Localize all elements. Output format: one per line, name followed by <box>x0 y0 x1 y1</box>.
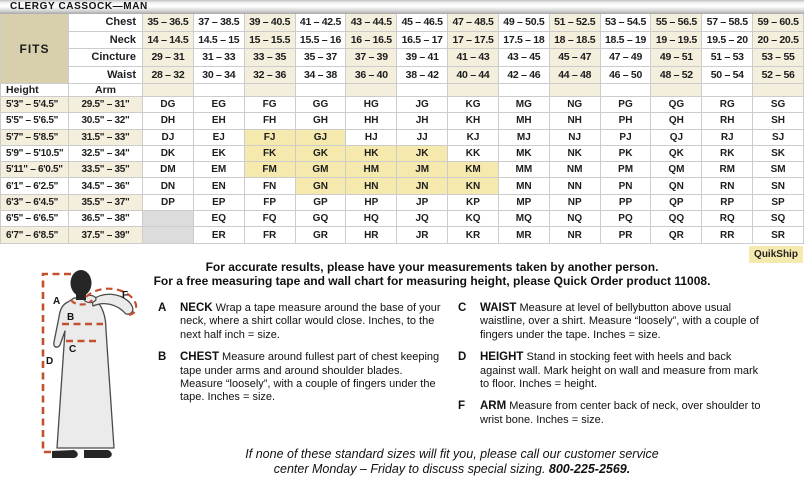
measure-value-cell: 35 – 36.5 <box>143 14 194 32</box>
size-code-cell: NK <box>550 146 601 162</box>
special-sizing-note <box>100 447 804 477</box>
size-code-cell: PP <box>601 195 652 211</box>
size-code-cell: HR <box>346 227 397 243</box>
arm-range-cell: 36.5" – 38" <box>69 211 143 227</box>
height-range-cell: 5'7" – 5'8.5" <box>1 130 69 146</box>
size-code-cell: PG <box>601 97 652 113</box>
size-code-cell: SQ <box>753 211 804 227</box>
measure-value-cell: 17.5 – 18 <box>499 32 550 50</box>
size-code-cell: JK <box>397 146 448 162</box>
measure-value-cell: 47 – 49 <box>601 49 652 67</box>
measure-value-cell: 39 – 40.5 <box>245 14 296 32</box>
measure-value-cell: 30 – 34 <box>194 67 245 85</box>
size-code-cell: HM <box>346 162 397 178</box>
size-code-cell: MG <box>499 97 550 113</box>
measure-value-cell: 37 – 38.5 <box>194 14 245 32</box>
size-code-cell: NM <box>550 162 601 178</box>
measure-value-cell: 14.5 – 15 <box>194 32 245 50</box>
spacer-cell <box>499 84 550 97</box>
size-code-cell <box>143 211 194 227</box>
size-code-cell: PN <box>601 178 652 194</box>
size-code-cell: JP <box>397 195 448 211</box>
instruction-text-chest: Measure around fullest part of chest keeping tape under arms and around shoulder blades. Measure “loosely”, with a couple of fingers under the tape. Inches = size. <box>180 351 440 404</box>
size-code-cell: KG <box>448 97 499 113</box>
size-code-cell: DJ <box>143 130 194 146</box>
instruction-term-arm: ARM <box>480 400 507 413</box>
instruction-chest <box>158 351 446 405</box>
size-code-cell: SM <box>753 162 804 178</box>
measure-value-cell: 41 – 43 <box>448 49 499 67</box>
measure-value-cell: 31 – 33 <box>194 49 245 67</box>
figure-label-a: A <box>53 296 61 307</box>
size-code-cell: SG <box>753 97 804 113</box>
spacer-cell <box>601 84 652 97</box>
instruction-text-waist: Measure at level of bellybutton above usual waistline, over a shirt. Measure “loosely”, with a couple of fingers under the tape. Inches = size. <box>480 302 759 341</box>
measure-value-cell: 50 – 54 <box>702 67 753 85</box>
measure-value-cell: 51 – 53 <box>702 49 753 67</box>
arm-range-cell: 35.5" – 37" <box>69 195 143 211</box>
measure-value-cell: 41 – 42.5 <box>296 14 347 32</box>
size-code-cell: RK <box>702 146 753 162</box>
chart-title: CLERGY CASSOCK—MAN <box>0 0 804 14</box>
size-code-cell: FQ <box>245 211 296 227</box>
size-code-cell: GG <box>296 97 347 113</box>
size-code-cell: MQ <box>499 211 550 227</box>
size-code-cell: MH <box>499 113 550 129</box>
size-code-cell: QK <box>651 146 702 162</box>
instruction-height <box>458 351 764 391</box>
measure-row-label: Chest <box>69 14 143 32</box>
measure-value-cell: 49 – 51 <box>651 49 702 67</box>
size-code-cell: FM <box>245 162 296 178</box>
size-code-cell: PQ <box>601 211 652 227</box>
figure-label-b: B <box>67 312 75 323</box>
instruction-text-arm: Measure from center back of neck, over shoulder to wrist bone. Inches = size. <box>480 400 761 426</box>
measure-value-cell: 46 – 50 <box>601 67 652 85</box>
size-code-cell: RR <box>702 227 753 243</box>
footer-line-2: center Monday – Friday to discuss special sizing. 800-225-2569. <box>273 462 631 476</box>
measure-value-cell: 47 – 48.5 <box>448 14 499 32</box>
measure-value-cell: 44 – 48 <box>550 67 601 85</box>
measure-value-cell: 32 – 36 <box>245 67 296 85</box>
spacer-cell <box>550 84 601 97</box>
note-line-2: For a free measuring tape and wall chart for measuring height, please Quick Order product 11008. <box>153 274 711 288</box>
measure-value-cell: 42 – 46 <box>499 67 550 85</box>
size-code-cell: QG <box>651 97 702 113</box>
size-code-cell: MK <box>499 146 550 162</box>
measure-value-cell: 53 – 55 <box>753 49 804 67</box>
size-code-cell: NH <box>550 113 601 129</box>
arm-range-cell: 32.5" – 34" <box>69 146 143 162</box>
size-code-cell: FR <box>245 227 296 243</box>
size-code-cell: JM <box>397 162 448 178</box>
size-code-cell: HH <box>346 113 397 129</box>
measure-value-cell: 43 – 45 <box>499 49 550 67</box>
spacer-cell <box>397 84 448 97</box>
height-range-cell: 5'11" – 6'0.5" <box>1 162 69 178</box>
fits-cell: FITS <box>1 14 69 84</box>
measure-value-cell: 19.5 – 20 <box>702 32 753 50</box>
measure-value-cell: 33 – 35 <box>245 49 296 67</box>
size-code-cell: HG <box>346 97 397 113</box>
measure-value-cell: 20 – 20.5 <box>753 32 804 50</box>
size-code-cell: HJ <box>346 130 397 146</box>
size-code-cell: FH <box>245 113 296 129</box>
measure-value-cell: 40 – 44 <box>448 67 499 85</box>
size-code-cell: RH <box>702 113 753 129</box>
measure-value-cell: 35 – 37 <box>296 49 347 67</box>
instruction-key-c: C <box>458 302 467 314</box>
size-code-cell: QN <box>651 178 702 194</box>
cassock-robe <box>54 298 114 448</box>
arm-range-cell: 34.5" – 36" <box>69 178 143 194</box>
measure-value-cell: 36 – 40 <box>346 67 397 85</box>
size-code-cell: RM <box>702 162 753 178</box>
size-code-cell: RP <box>702 195 753 211</box>
size-code-cell: JH <box>397 113 448 129</box>
note-line-1: For accurate results, please have your measurements taken by another person. <box>205 260 659 274</box>
size-code-cell: SN <box>753 178 804 194</box>
size-code-cell: FG <box>245 97 296 113</box>
arm-column-header: Arm <box>69 84 143 97</box>
instruction-key-f: F <box>458 400 466 413</box>
figure-label-d: D <box>46 356 54 367</box>
height-range-cell: 5'3" – 5'4.5" <box>1 97 69 113</box>
size-code-cell: FK <box>245 146 296 162</box>
size-code-cell: DP <box>143 195 194 211</box>
measure-value-cell: 57 – 58.5 <box>702 14 753 32</box>
size-code-cell: MR <box>499 227 550 243</box>
phone-number: 800-225-2569. <box>548 462 631 476</box>
size-code-cell: NJ <box>550 130 601 146</box>
size-code-cell: PR <box>601 227 652 243</box>
spacer-cell <box>245 84 296 97</box>
instruction-key-b: B <box>158 351 167 364</box>
size-code-cell: DG <box>143 97 194 113</box>
size-code-cell: SJ <box>753 130 804 146</box>
measure-value-cell: 52 – 56 <box>753 67 804 85</box>
spacer-cell <box>143 84 194 97</box>
instruction-key-d: D <box>458 351 467 364</box>
spacer-cell <box>651 84 702 97</box>
measure-value-cell: 45 – 47 <box>550 49 601 67</box>
size-code-cell: KP <box>448 195 499 211</box>
measure-value-cell: 38 – 42 <box>397 67 448 85</box>
size-code-cell: DM <box>143 162 194 178</box>
size-code-cell: GP <box>296 195 347 211</box>
size-code-cell: RG <box>702 97 753 113</box>
instructions-column-left <box>158 302 446 414</box>
height-range-cell: 6'7" – 6'8.5" <box>1 227 69 243</box>
size-code-cell: GN <box>296 178 347 194</box>
size-code-cell: PK <box>601 146 652 162</box>
size-code-cell: KM <box>448 162 499 178</box>
spacer-cell <box>194 84 245 97</box>
figure-label-f: F <box>122 290 129 301</box>
height-range-cell: 6'1" – 6'2.5" <box>1 178 69 194</box>
height-range-cell: 6'5" – 6'6.5" <box>1 211 69 227</box>
size-code-cell: EH <box>194 113 245 129</box>
size-code-cell: SR <box>753 227 804 243</box>
size-code-cell: GR <box>296 227 347 243</box>
size-code-cell: NQ <box>550 211 601 227</box>
measure-value-cell: 14 – 14.5 <box>143 32 194 50</box>
spacer-cell <box>448 84 499 97</box>
height-range-cell: 6'3" – 6'4.5" <box>1 195 69 211</box>
size-code-cell: JG <box>397 97 448 113</box>
height-range-cell: 5'5" – 5'6.5" <box>1 113 69 129</box>
size-grid <box>0 14 804 244</box>
measure-value-cell: 53 – 54.5 <box>601 14 652 32</box>
measure-value-cell: 28 – 32 <box>143 67 194 85</box>
measure-value-cell: 29 – 31 <box>143 49 194 67</box>
instructions-column-right <box>458 302 764 436</box>
size-code-cell <box>143 227 194 243</box>
size-code-cell: PM <box>601 162 652 178</box>
instruction-key-a: A <box>158 302 167 314</box>
size-code-cell: MP <box>499 195 550 211</box>
measure-value-cell: 17 – 17.5 <box>448 32 499 50</box>
measure-value-cell: 59 – 60.5 <box>753 14 804 32</box>
measure-value-cell: 43 – 44.5 <box>346 14 397 32</box>
size-code-cell: EP <box>194 195 245 211</box>
height-range-cell: 5'9" – 5'10.5" <box>1 146 69 162</box>
size-code-cell: KQ <box>448 211 499 227</box>
size-code-cell: FN <box>245 178 296 194</box>
instruction-term-waist: WAIST <box>480 302 517 314</box>
size-code-cell: GM <box>296 162 347 178</box>
figure-label-c: C <box>69 344 77 355</box>
size-code-cell: QJ <box>651 130 702 146</box>
measurement-notes <box>70 260 794 288</box>
size-code-cell: NR <box>550 227 601 243</box>
arm-range-cell: 30.5" – 32" <box>69 113 143 129</box>
arm-range-cell: 33.5" – 35" <box>69 162 143 178</box>
size-code-cell: GJ <box>296 130 347 146</box>
arm-range-cell: 29.5" – 31" <box>69 97 143 113</box>
size-code-cell: HP <box>346 195 397 211</box>
arm-range-cell: 37.5" – 39" <box>69 227 143 243</box>
measure-value-cell: 49 – 50.5 <box>499 14 550 32</box>
instruction-arm <box>458 400 764 427</box>
measure-row-label: Waist <box>69 67 143 85</box>
arm-range-cell: 31.5" – 33" <box>69 130 143 146</box>
size-code-cell: EM <box>194 162 245 178</box>
size-code-cell: DN <box>143 178 194 194</box>
size-code-cell: MM <box>499 162 550 178</box>
instruction-term-chest: CHEST <box>180 351 219 364</box>
quikship-badge: QuikShip <box>749 246 803 263</box>
size-code-cell: QP <box>651 195 702 211</box>
size-code-cell: NP <box>550 195 601 211</box>
size-code-cell: KJ <box>448 130 499 146</box>
size-code-cell: SK <box>753 146 804 162</box>
left-shoe <box>52 450 78 458</box>
measure-value-cell: 18 – 18.5 <box>550 32 601 50</box>
size-code-cell: HK <box>346 146 397 162</box>
size-code-cell: PH <box>601 113 652 129</box>
size-code-cell: RN <box>702 178 753 194</box>
size-code-cell: KR <box>448 227 499 243</box>
measure-value-cell: 37 – 39 <box>346 49 397 67</box>
size-code-cell: QH <box>651 113 702 129</box>
size-code-cell: ER <box>194 227 245 243</box>
spacer-cell <box>296 84 347 97</box>
size-code-cell: GQ <box>296 211 347 227</box>
size-code-cell: EQ <box>194 211 245 227</box>
measure-value-cell: 16 – 16.5 <box>346 32 397 50</box>
measure-value-cell: 39 – 41 <box>397 49 448 67</box>
size-code-cell: QQ <box>651 211 702 227</box>
measure-value-cell: 18.5 – 19 <box>601 32 652 50</box>
size-code-cell: RQ <box>702 211 753 227</box>
footer-line-1: If none of these standard sizes will fit you, please call our customer service <box>245 447 659 461</box>
cassock-figure-illustration <box>26 268 161 468</box>
size-code-cell: DK <box>143 146 194 162</box>
instruction-neck <box>158 302 446 342</box>
size-code-cell: HN <box>346 178 397 194</box>
size-code-cell: DH <box>143 113 194 129</box>
instruction-text-neck: Wrap a tape measure around the base of your neck, where a shirt collar would close. Inches, to the next half inch = size. <box>180 302 441 341</box>
measure-row-label: Neck <box>69 32 143 50</box>
size-code-cell: JR <box>397 227 448 243</box>
size-code-cell: JN <box>397 178 448 194</box>
size-code-cell: EN <box>194 178 245 194</box>
size-code-cell: NN <box>550 178 601 194</box>
size-code-cell: EK <box>194 146 245 162</box>
size-code-cell: SP <box>753 195 804 211</box>
spacer-cell <box>346 84 397 97</box>
instruction-text-height: Stand in stocking feet with heels and back against wall. Mark height on wall and measure from mark to floor. Inches = height. <box>480 351 759 391</box>
size-code-cell: PJ <box>601 130 652 146</box>
measure-value-cell: 19 – 19.5 <box>651 32 702 50</box>
size-code-cell: QM <box>651 162 702 178</box>
measure-value-cell: 15 – 15.5 <box>245 32 296 50</box>
instruction-waist <box>458 302 764 342</box>
size-code-cell: NG <box>550 97 601 113</box>
height-column-header: Height <box>1 84 69 97</box>
size-code-cell: FJ <box>245 130 296 146</box>
size-code-cell: KK <box>448 146 499 162</box>
size-code-cell: EJ <box>194 130 245 146</box>
size-code-cell: MJ <box>499 130 550 146</box>
size-code-cell: SH <box>753 113 804 129</box>
size-code-cell: FP <box>245 195 296 211</box>
head <box>71 270 92 296</box>
size-code-cell: JQ <box>397 211 448 227</box>
measure-value-cell: 48 – 52 <box>651 67 702 85</box>
measure-value-cell: 16.5 – 17 <box>397 32 448 50</box>
measure-row-label: Cincture <box>69 49 143 67</box>
measure-value-cell: 55 – 56.5 <box>651 14 702 32</box>
measure-value-cell: 51 – 52.5 <box>550 14 601 32</box>
size-code-cell: EG <box>194 97 245 113</box>
instruction-term-height: HEIGHT <box>480 351 524 364</box>
size-code-cell: KH <box>448 113 499 129</box>
size-code-cell: JJ <box>397 130 448 146</box>
size-code-cell: MN <box>499 178 550 194</box>
size-code-cell: HQ <box>346 211 397 227</box>
instruction-term-neck: NECK <box>180 302 213 314</box>
size-code-cell: RJ <box>702 130 753 146</box>
spacer-cell <box>753 84 804 97</box>
measure-value-cell: 45 – 46.5 <box>397 14 448 32</box>
measure-value-cell: 34 – 38 <box>296 67 347 85</box>
measure-value-cell: 15.5 – 16 <box>296 32 347 50</box>
size-code-cell: QR <box>651 227 702 243</box>
size-code-cell: GK <box>296 146 347 162</box>
spacer-cell <box>702 84 753 97</box>
size-code-cell: KN <box>448 178 499 194</box>
size-code-cell: GH <box>296 113 347 129</box>
